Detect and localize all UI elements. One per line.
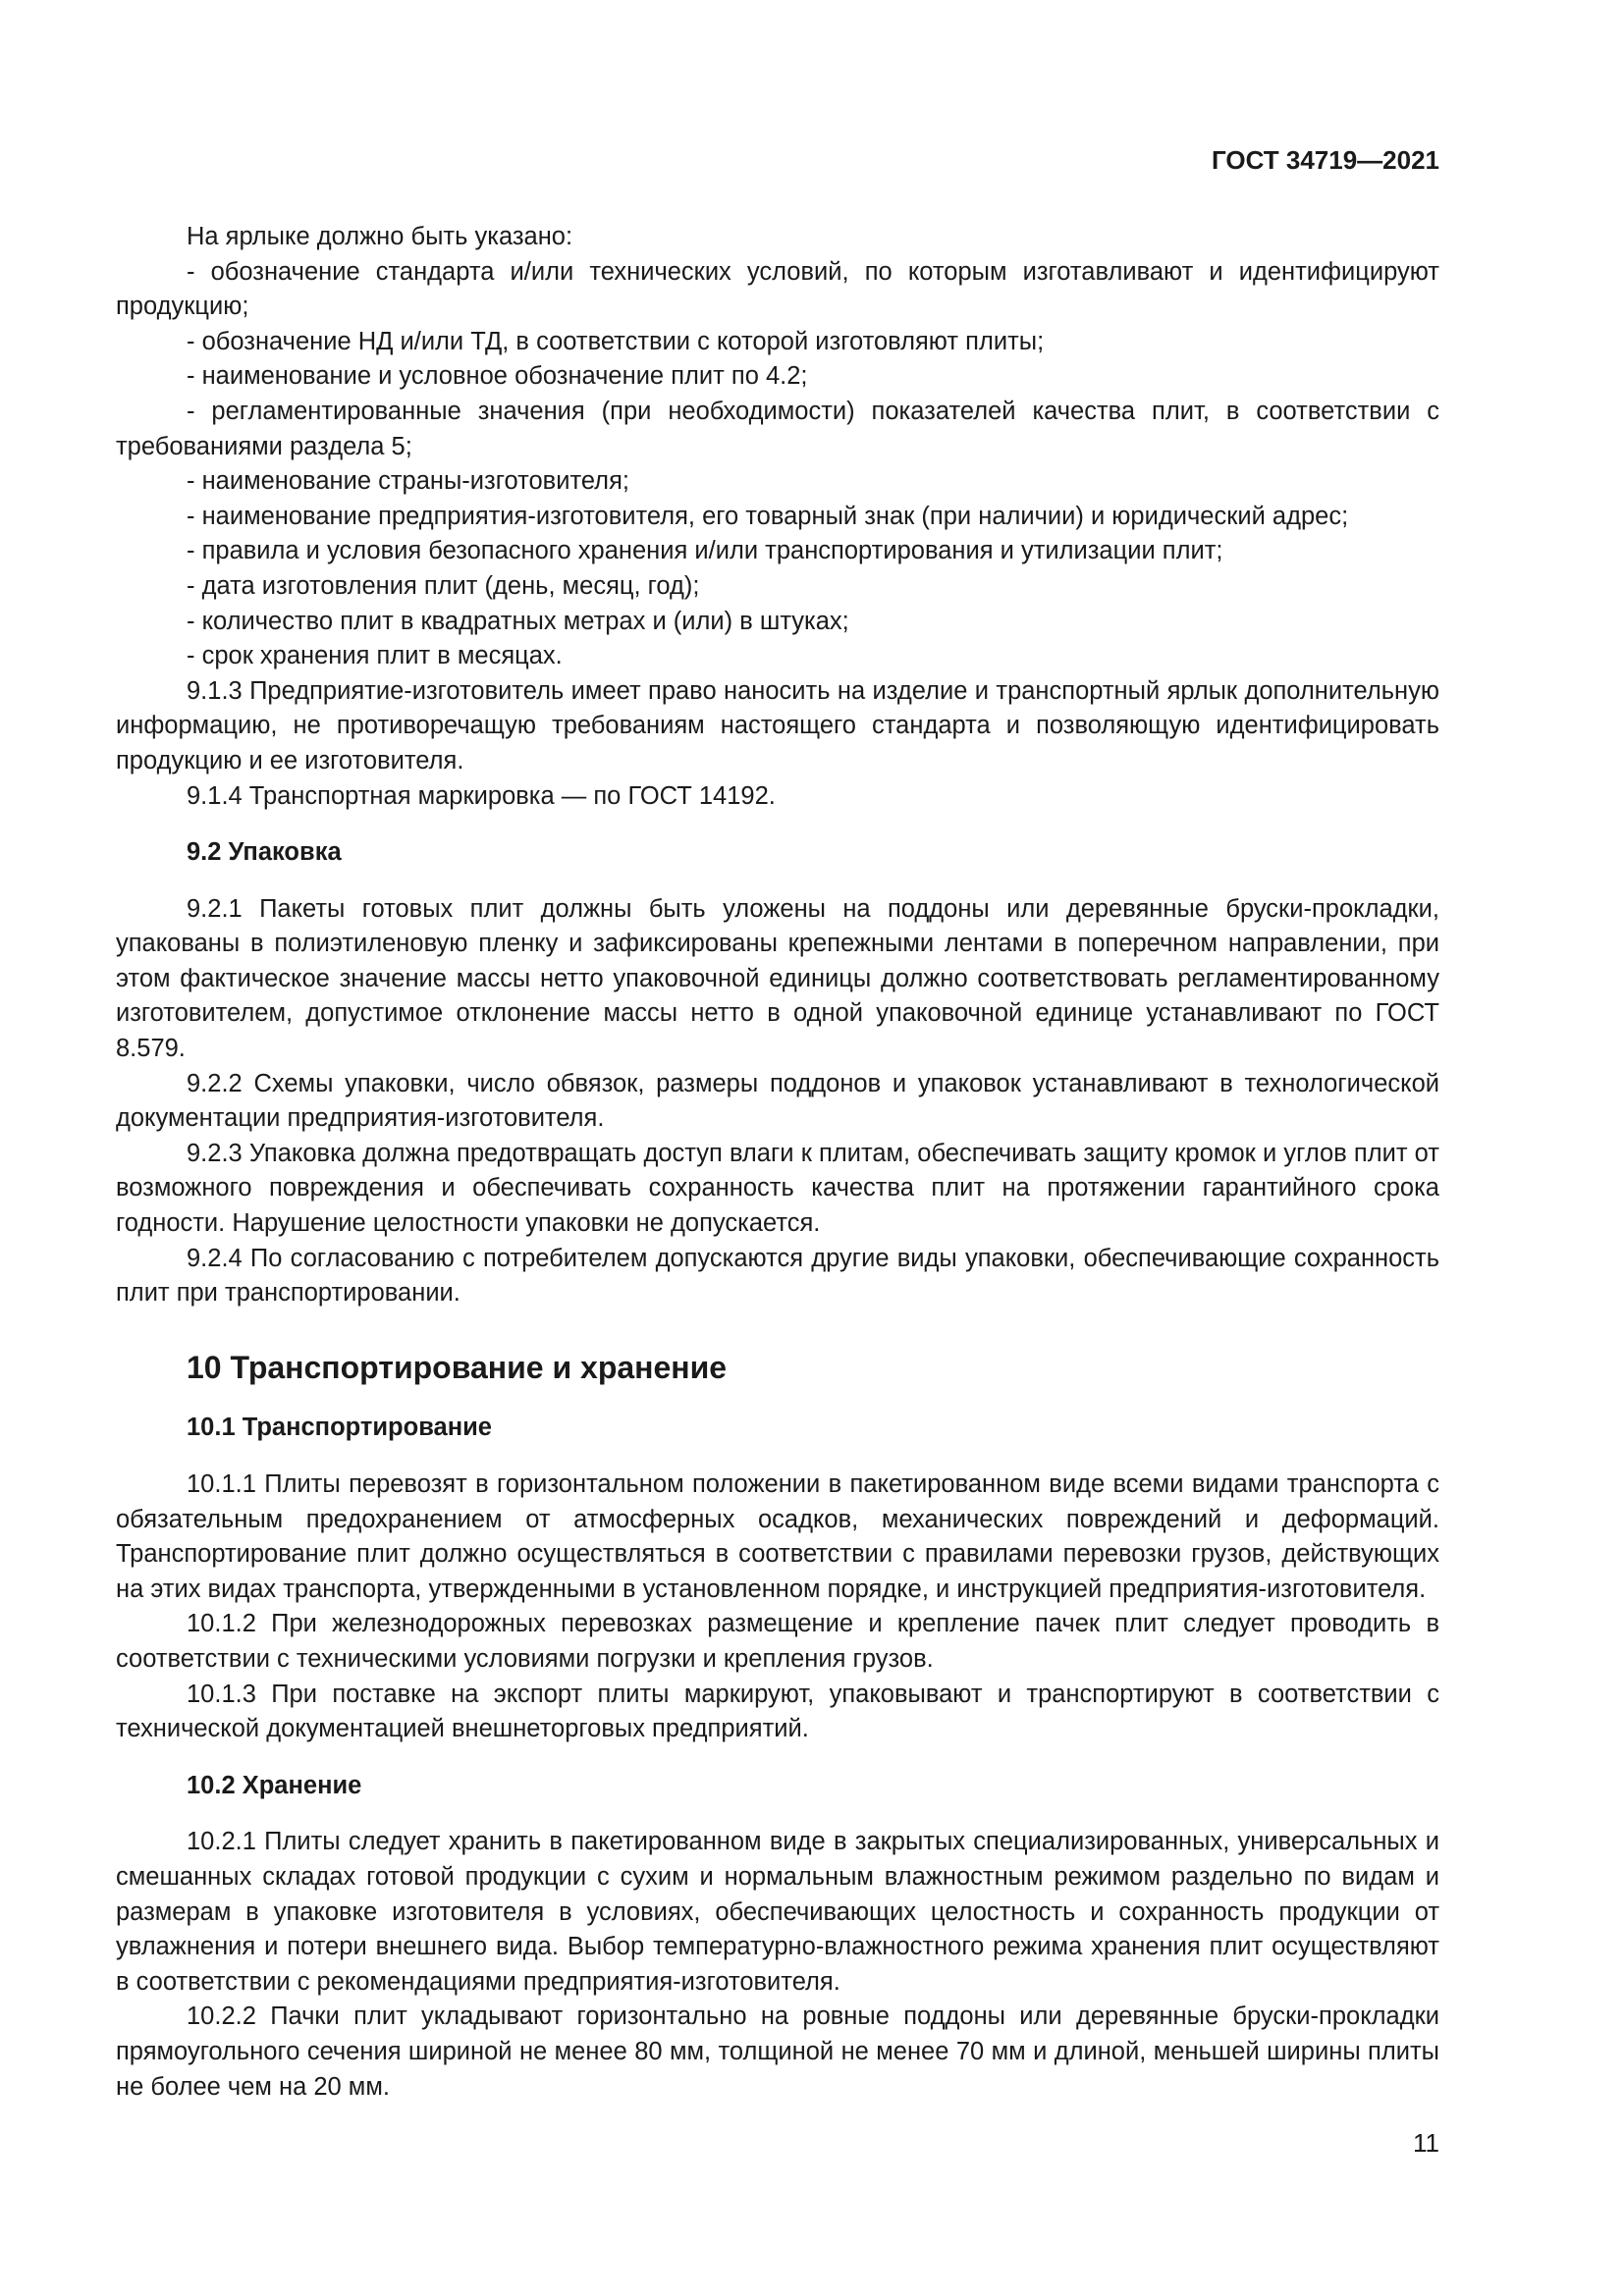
paragraph-9-1-3: 9.1.3 Предприятие-изготовитель имеет право наносить на изделие и транспортный ярлык дополнительную информацию, не противоречащую требованиям настоящего стандарта и позволяющую идентифицировать продукцию и ее изготовителя. <box>116 676 1439 774</box>
list-item: - наименование страны-изготовителя; <box>187 467 629 496</box>
list-item: - наименование и условное обозначение плит по 4.2; <box>187 362 808 391</box>
paragraph-10-1-2: 10.1.2 При железнодорожных перевозках размещение и крепление пачек плит следует проводить в соответствии с техническими условиями погрузки и крепления грузов. <box>116 1610 1439 1673</box>
paragraph-9-1-4: 9.1.4 Транспортная маркировка — по ГОСТ 14192. <box>187 781 776 810</box>
list-item: - дата изготовления плит (день, месяц, год); <box>187 571 700 600</box>
list-item: - обозначение НД и/или ТД, в соответствии с которой изготовляют плиты; <box>187 327 1045 355</box>
list-item: - регламентированные значения (при необходимости) показателей качества плит, в соответствии с требованиями раздела 5; <box>116 397 1439 460</box>
list-item: - наименование предприятия-изготовителя, его товарный знак (при наличии) и юридический адрес; <box>187 502 1349 530</box>
paragraph-9-2-1: 9.2.1 Пакеты готовых плит должны быть уложены на поддоны или деревянные бруски-прокладки, упакованы в полиэтиленовую пленку и зафиксированы крепежными лентами в поперечном направлении, при этом фактическое значение массы нетто упаковочной единицы должно соответствовать регламентированному изготовителем, допустимое отклонение массы нетто в одной упаковочной единице устанавливают по ГОСТ 8.579. <box>116 894 1439 1063</box>
subsection-title-10-1: 10.1 Транспортирование <box>187 1414 492 1442</box>
paragraph-10-1-3: 10.1.3 При поставке на экспорт плиты маркируют, упаковывают и транспортируют в соответствии с технической документацией внешнеторговых предприятий. <box>116 1680 1439 1743</box>
subsection-title-9-2: 9.2 Упаковка <box>187 838 342 867</box>
list-item: - количество плит в квадратных метрах и (или) в штуках; <box>187 607 849 635</box>
list-item: - правила и условия безопасного хранения и/или транспортирования и утилизации плит; <box>187 537 1223 565</box>
list-item: - срок хранения плит в месяцах. <box>187 642 563 670</box>
paragraph-9-2-4: 9.2.4 По согласованию с потребителем допускаются другие виды упаковки, обеспечивающие сохранность плит при транспортировании. <box>116 1244 1439 1308</box>
subsection-title-10-2: 10.2 Хранение <box>187 1771 362 1799</box>
paragraph-10-2-2: 10.2.2 Пачки плит укладывают горизонтально на ровные поддоны или деревянные бруски-прокладки прямоугольного сечения шириной не менее 80 мм, толщиной не менее 70 мм и длиной, меньшей ширины плиты не более чем на 20 мм. <box>116 2002 1439 2101</box>
page-number: 11 <box>1413 2128 1439 2158</box>
page-content <box>116 220 1439 2105</box>
paragraph: На ярлыке должно быть указано: <box>187 223 573 250</box>
section-title-10: 10 Транспортирование и хранение <box>187 1349 728 1385</box>
paragraph-9-2-3: 9.2.3 Упаковка должна предотвращать доступ влаги к плитам, обеспечивать защиту кромок и углов плит от возможного повреждения и обеспечивать сохранность качества плит на протяжении гарантийного срока годности. Нарушение целостности упаковки не допускается. <box>116 1139 1439 1238</box>
document-header: ГОСТ 34719—2021 <box>1212 145 1439 175</box>
paragraph-9-2-2: 9.2.2 Схемы упаковки, число обвязок, размеры поддонов и упаковок устанавливают в технологической документации предприятия-изготовителя. <box>116 1069 1439 1133</box>
paragraph-10-2-1: 10.2.1 Плиты следует хранить в пакетированном виде в закрытых специализированных, универсальных и смешанных складах готовой продукции с сухим и нормальным влажностным режимом раздельно по видам и размерам в упаковке изготовителя в условиях, обеспечивающих целостность и сохранность продукции от увлажнения и потери внешнего вида. Выбор температурно-влажностного режима хранения плит осуществляют в соответствии с рекомендациями предприятия-изготовителя. <box>116 1828 1439 1996</box>
paragraph-10-1-1: 10.1.1 Плиты перевозят в горизонтальном положении в пакетированном виде всеми видами транспорта с обязательным предохранением от атмосферных осадков, механических повреждений и деформаций. Транспортирование плит должно осуществляться в соответствии с правилами перевозки грузов, действующих на этих видах транспорта, утвержденными в установленном порядке, и инструкцией предприятия-изготовителя. <box>116 1470 1439 1603</box>
list-item: - обозначение стандарта и/или технических условий, по которым изготавливают и идентифицируют продукцию; <box>116 257 1439 321</box>
